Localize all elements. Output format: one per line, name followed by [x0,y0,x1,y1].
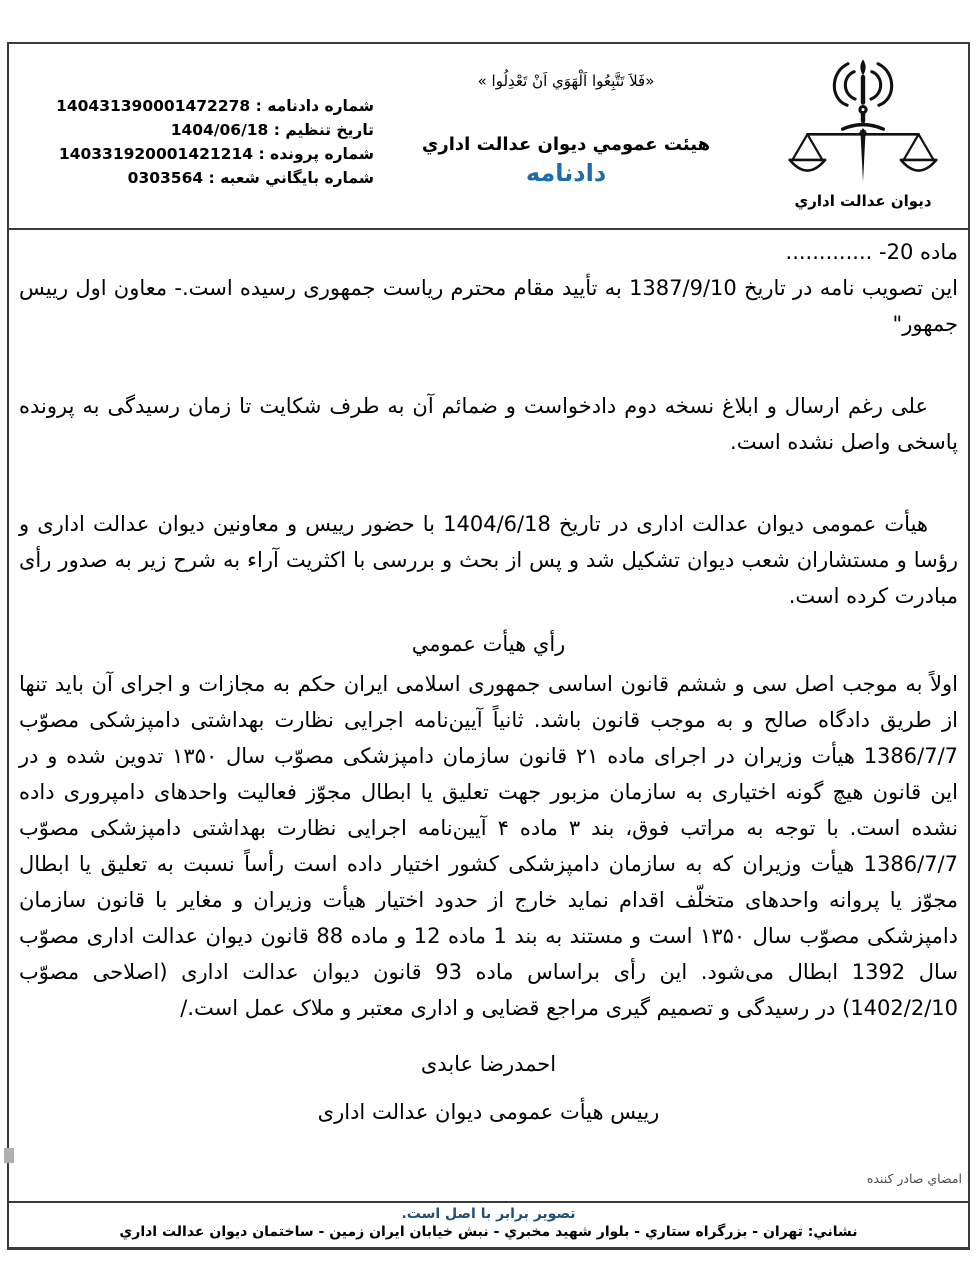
header-quran-quote: «فَلاَ تَتَّبِعُوا اَلْهَوَي اَنْ تَعْدِلُوا » [477,72,655,90]
issuer-signature-note: امضاي صادر كننده [866,1171,962,1186]
field-case-number [23,142,374,166]
field-label: شماره دادنامه [267,97,374,115]
field-separator: : [253,145,271,164]
signer-name: احمدرضا عابدی [420,1052,557,1076]
field-date [23,118,374,142]
doc-type-title: دادنامه [525,159,607,187]
approval-paragraph: اين تصويب نامه در تاريخ 1387/9/10 به تأييد مقام محترم رياست جمهوری رسيده است.- معاون اول رييس جمهور" [19,276,958,336]
verdict-paragraph: اولاً به موجب اصل سی و ششم قانون اساسی جمهوری اسلامی ايران حکم به مجازات و اجرای آن بايد تنها از طريق دادگاه صالح و به موجب قانون باشد. ثانياً آيين‌نامه اجرايی نظارت بهداشتی دامپزشکی مصوّب 1386/7/7 هيأت وزيران در اجرای ماده ۲۱ قانون سازمان دامپزشکی مصوّب سال ۱۳۵۰ تدوين شده و در اين قانون هيچ گونه اختياری به سازمان مزبور جهت تعليق يا ابطال مجوّز فعاليت واحدهای دامپروری داده نشده است. با توجه به مراتب فوق، بند ۳ ماده ۴ آيين‌نامه اجرايی نظارت بهداشتی دامپزشکی مصوّب 1386/7/7 هيأت وزيران که به سازمان دامپزشکی کشور اختيار داده است رأساً نسبت به تعليق يا ابطال مجوّز يا پروانه واحدهای متخلّف اقدام نمايد خارج از حدود اختيار هيأت وزيران و مغاير با قانون سازمان دامپزشکی مصوّب سال ۱۳۵۰ است و مستند به بند 1 ماده 12 و ماده 88 قانون ديوان عدالت اداری مصوّب سال 1392 ابطال می‌شود. اين رأی براساس ماده 93 قانون ديوان عدالت اداری (اصلاحی مصوّب 1402/2/10) در رسيدگی و تصميم گيری مراجع قضايی و اداری معتبر و ملاک عمل است./ [19,672,959,1020]
verdict-heading: رأي هيأت عمومي [411,632,566,656]
document-frame [7,42,970,1250]
emblem-column [758,44,968,228]
field-value: 140431390001472278 [56,97,251,115]
emblem-caption: ديوان عدالت اداري [794,192,932,210]
judiciary-scales-emblem-icon [758,52,968,192]
field-separator: : [268,121,286,140]
field-separator: : [203,169,221,188]
field-label: شماره بايگاني شعبه [220,169,374,188]
madeh-20-line: ماده 20- ............. [785,240,958,264]
scan-artifact [4,1148,14,1163]
document-body [9,230,968,1201]
signer-title: رييس هيأت عمومی ديوان عدالت اداری [317,1100,660,1124]
address-line: نشاني: تهران - بزرگراه ستاري - بلوار شهيد مخبري - نبش خيابان ايران زمين - ساختمان ديوان عدالت اداري [119,1224,858,1240]
title-column [374,44,758,228]
field-archive-number [23,166,374,190]
no-response-paragraph: علی رغم ارسال و ابلاغ نسخه دوم دادخواست و ضمائم آن به طرف شکايت تا زمان رسيدگی به پرونده پاسخی واصل نشده است. [19,394,958,454]
field-value: 1404/06/18 [170,121,269,140]
field-label: تاريخ تنظيم [285,121,374,140]
header-fields [9,44,374,228]
org-title: هيئت عمومي ديوان عدالت اداري [421,134,711,155]
field-separator: : [250,97,268,115]
certified-copy-note: تصوير برابر با اصل است. [401,1206,576,1222]
document-footer [9,1201,968,1247]
document-header [9,44,968,230]
session-paragraph: هيأت عمومی ديوان عدالت اداری در تاريخ 1404/6/18 با حضور رييس و معاونين ديوان عدالت اداری و رؤسا و مستشاران شعب ديوان تشکيل شد و پس از بحث و بررسی با اکثريت آراء به شرح زير به صدور رأی مبادرت کرده است. [19,512,958,608]
field-value: 0303564 [127,169,204,188]
field-value: 140331920001421214 [58,145,254,164]
field-label: شماره پرونده [270,145,374,164]
field-dadnameh-number [23,94,374,118]
